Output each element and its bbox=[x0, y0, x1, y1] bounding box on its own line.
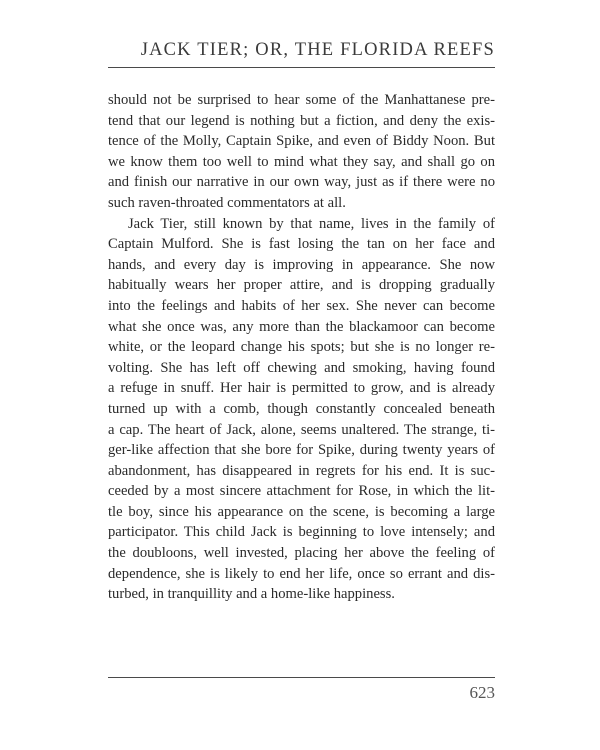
page-number: 623 bbox=[469, 683, 495, 702]
text-line: turned up with a comb, though constantly concealed beneath bbox=[108, 400, 495, 417]
running-header: JACK TIER; OR, THE FLORIDA REEFS bbox=[140, 40, 495, 60]
body-text bbox=[108, 90, 495, 605]
text-line: ger-like affection that she bore for Spike, during twenty years of bbox=[108, 442, 495, 459]
text-line: the doubloons, well invested, placing her above the feeling of bbox=[108, 545, 495, 562]
text-line: we know them too well to mind what they say, and shall go on bbox=[108, 153, 495, 170]
text-line: ceeded by a most sincere attachment for Rose, in which the lit- bbox=[108, 483, 495, 500]
text-line: white, or the leopard change his spots; but she is no longer re- bbox=[108, 339, 495, 356]
paragraph bbox=[108, 214, 495, 605]
text-line: a refuge in snuff. Her hair is permitted to grow, and is already bbox=[108, 380, 495, 397]
text-line: tle boy, since his appearance on the scene, is becoming a large bbox=[108, 503, 495, 520]
text-line: turbed, in tranquillity and a home-like happiness. bbox=[108, 586, 395, 603]
text-line: Jack Tier, still known by that name, lives in the family of bbox=[128, 215, 495, 232]
header-rule bbox=[108, 67, 495, 68]
text-line: volting. She has left off chewing and smoking, having found bbox=[108, 359, 495, 376]
text-line: what she once was, any more than the blackamoor can become bbox=[108, 318, 495, 335]
text-line: dependence, she is likely to end her life, once so errant and dis- bbox=[108, 565, 495, 582]
text-line: should not be surprised to hear some of the Manhattanese pre- bbox=[108, 92, 495, 108]
text-line: into the feelings and habits of her sex. She never can become bbox=[108, 297, 495, 314]
text-line: such raven-throated commentators at all. bbox=[108, 194, 346, 211]
text-line: abandonment, has disappeared in regrets for his end. It is suc- bbox=[108, 462, 495, 479]
footer-rule bbox=[108, 677, 495, 678]
text-line: hands, and every day is improving in appearance. She now bbox=[108, 256, 495, 273]
text-line: and finish our narrative in our own way, just as if there were no bbox=[108, 174, 495, 191]
text-line: tence of the Molly, Captain Spike, and even of Biddy Noon. But bbox=[108, 133, 495, 150]
text-line: Captain Mulford. She is fast losing the tan on her face and bbox=[108, 236, 495, 253]
text-line: tend that our legend is nothing but a fiction, and deny the exis- bbox=[108, 112, 495, 129]
text-line: a cap. The heart of Jack, alone, seems unaltered. The strange, ti- bbox=[108, 421, 495, 438]
text-line: participator. This child Jack is beginning to love intensely; and bbox=[108, 524, 495, 541]
text-line: habitually wears her proper attire, and is dropping gradually bbox=[108, 277, 495, 294]
paragraph bbox=[108, 90, 495, 214]
